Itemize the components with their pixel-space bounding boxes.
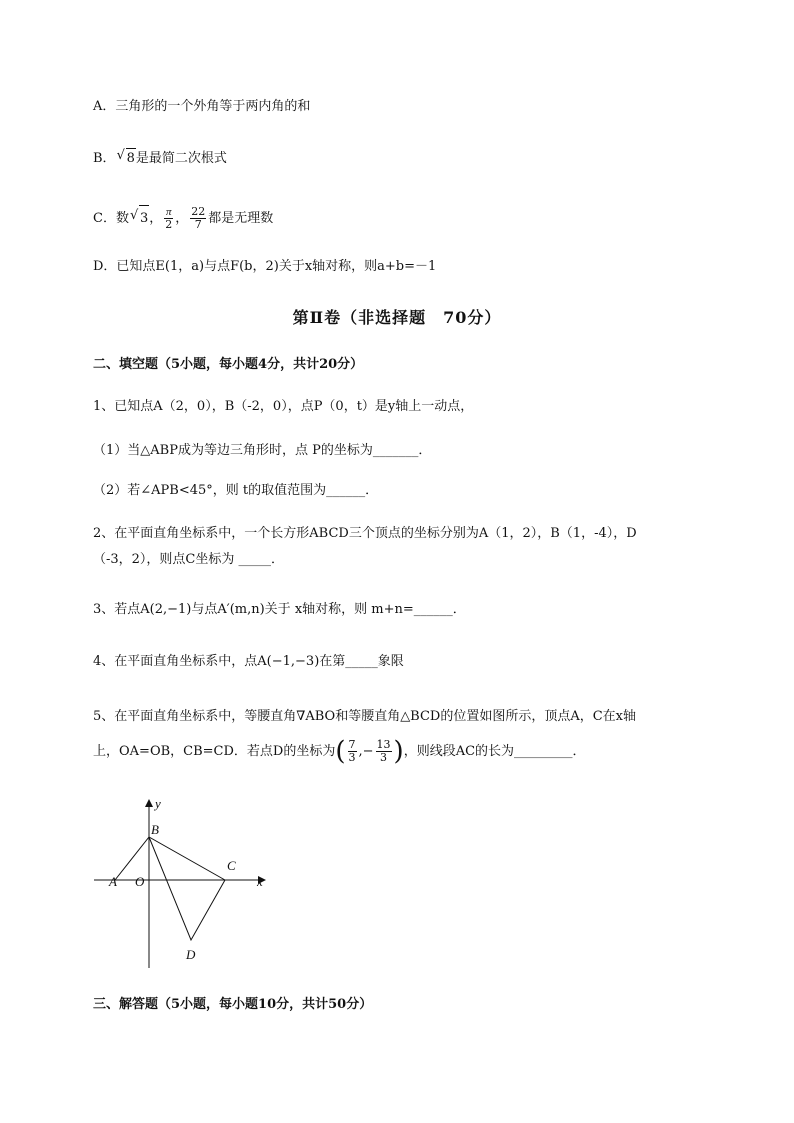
part-title: 第Ⅱ卷（非选择题 70分） (292, 308, 502, 327)
segments-B-D-C (149, 837, 225, 940)
label-O: O (135, 874, 145, 889)
question-5-text-a: 上，OA=OB，CB=CD．若点D的坐标为 (93, 744, 336, 759)
option-b-suffix: 是最简二次根式 (135, 151, 227, 166)
fraction-7-over-3: $\frac{7}{3}$ (348, 738, 356, 764)
sqrt-8: √ 8 (126, 148, 136, 169)
question-1: 1、已知点A（2，0），B（-2，0），点P（0，t）是y轴上一动点， (93, 399, 474, 414)
option-b-prefix: B． (93, 151, 116, 166)
option-c-suffix: 都是无理数 (208, 211, 274, 226)
question-2-line-1: 2、在平面直角坐标系中，一个长方形ABCD三个顶点的坐标分别为A（1，2），B（1，-4），D (93, 526, 637, 541)
comma-minus: ,− (358, 744, 374, 759)
geometry-figure (85, 790, 285, 975)
question-5-text-b: ，则线段AC的长为_________． (403, 744, 586, 759)
option-c-sep1: ， (149, 211, 163, 226)
fraction-13-over-3: $\frac{13}{3}$ (376, 738, 391, 764)
fraction-pi-over-2: $\frac{\pi}{2}$ (165, 206, 173, 231)
label-D: D (186, 947, 196, 962)
question-5-line-1: 5、在平面直角坐标系中，等腰直角∇ABO和等腰直角△BCD的位置如图所示，顶点A，C在x轴 (93, 709, 637, 724)
left-paren: ( (335, 736, 346, 767)
section3-heading: 三、解答题（5小题，每小题10分，共计50分） (93, 997, 373, 1012)
fraction-22-over-7: $\frac{22}{7}$ (191, 205, 206, 231)
option-c-sep2: ， (175, 211, 189, 226)
segments-A-B-C (115, 837, 225, 880)
question-3: 3、若点A(2,−1)与点A′(m,n)关于 x轴对称，则 m+n=______． (93, 602, 466, 617)
option-d: D．已知点E(1，a)与点F(b，2)关于x轴对称，则a+b=－1 (93, 259, 437, 274)
option-b (93, 148, 227, 169)
right-paren: ) (393, 736, 404, 767)
section2-heading: 二、填空题（5小题，每小题4分，共计20分） (93, 357, 364, 372)
question-2-line-2: （-3，2），则点C坐标为 _____． (93, 552, 285, 567)
option-a: A．三角形的一个外角等于两内角的和 (93, 99, 311, 114)
question-1-part-2: （2）若∠APB<45°，则 t的取值范围为______． (93, 483, 379, 498)
label-C: C (227, 858, 236, 873)
label-A: A (109, 874, 117, 889)
question-5-line-2 (93, 732, 586, 772)
sqrt-3: √ 3 (139, 205, 149, 232)
question-1-part-1: （1）当△ABP成为等边三角形时，点 P的坐标为_______． (93, 443, 432, 458)
label-B: B (151, 822, 159, 837)
label-x: x (257, 874, 263, 889)
question-4: 4、在平面直角坐标系中，点A(−1,−3)在第_____象限 (93, 654, 404, 669)
option-c (93, 205, 273, 232)
option-c-prefix: C．数 (93, 211, 129, 226)
label-y: y (155, 796, 161, 811)
